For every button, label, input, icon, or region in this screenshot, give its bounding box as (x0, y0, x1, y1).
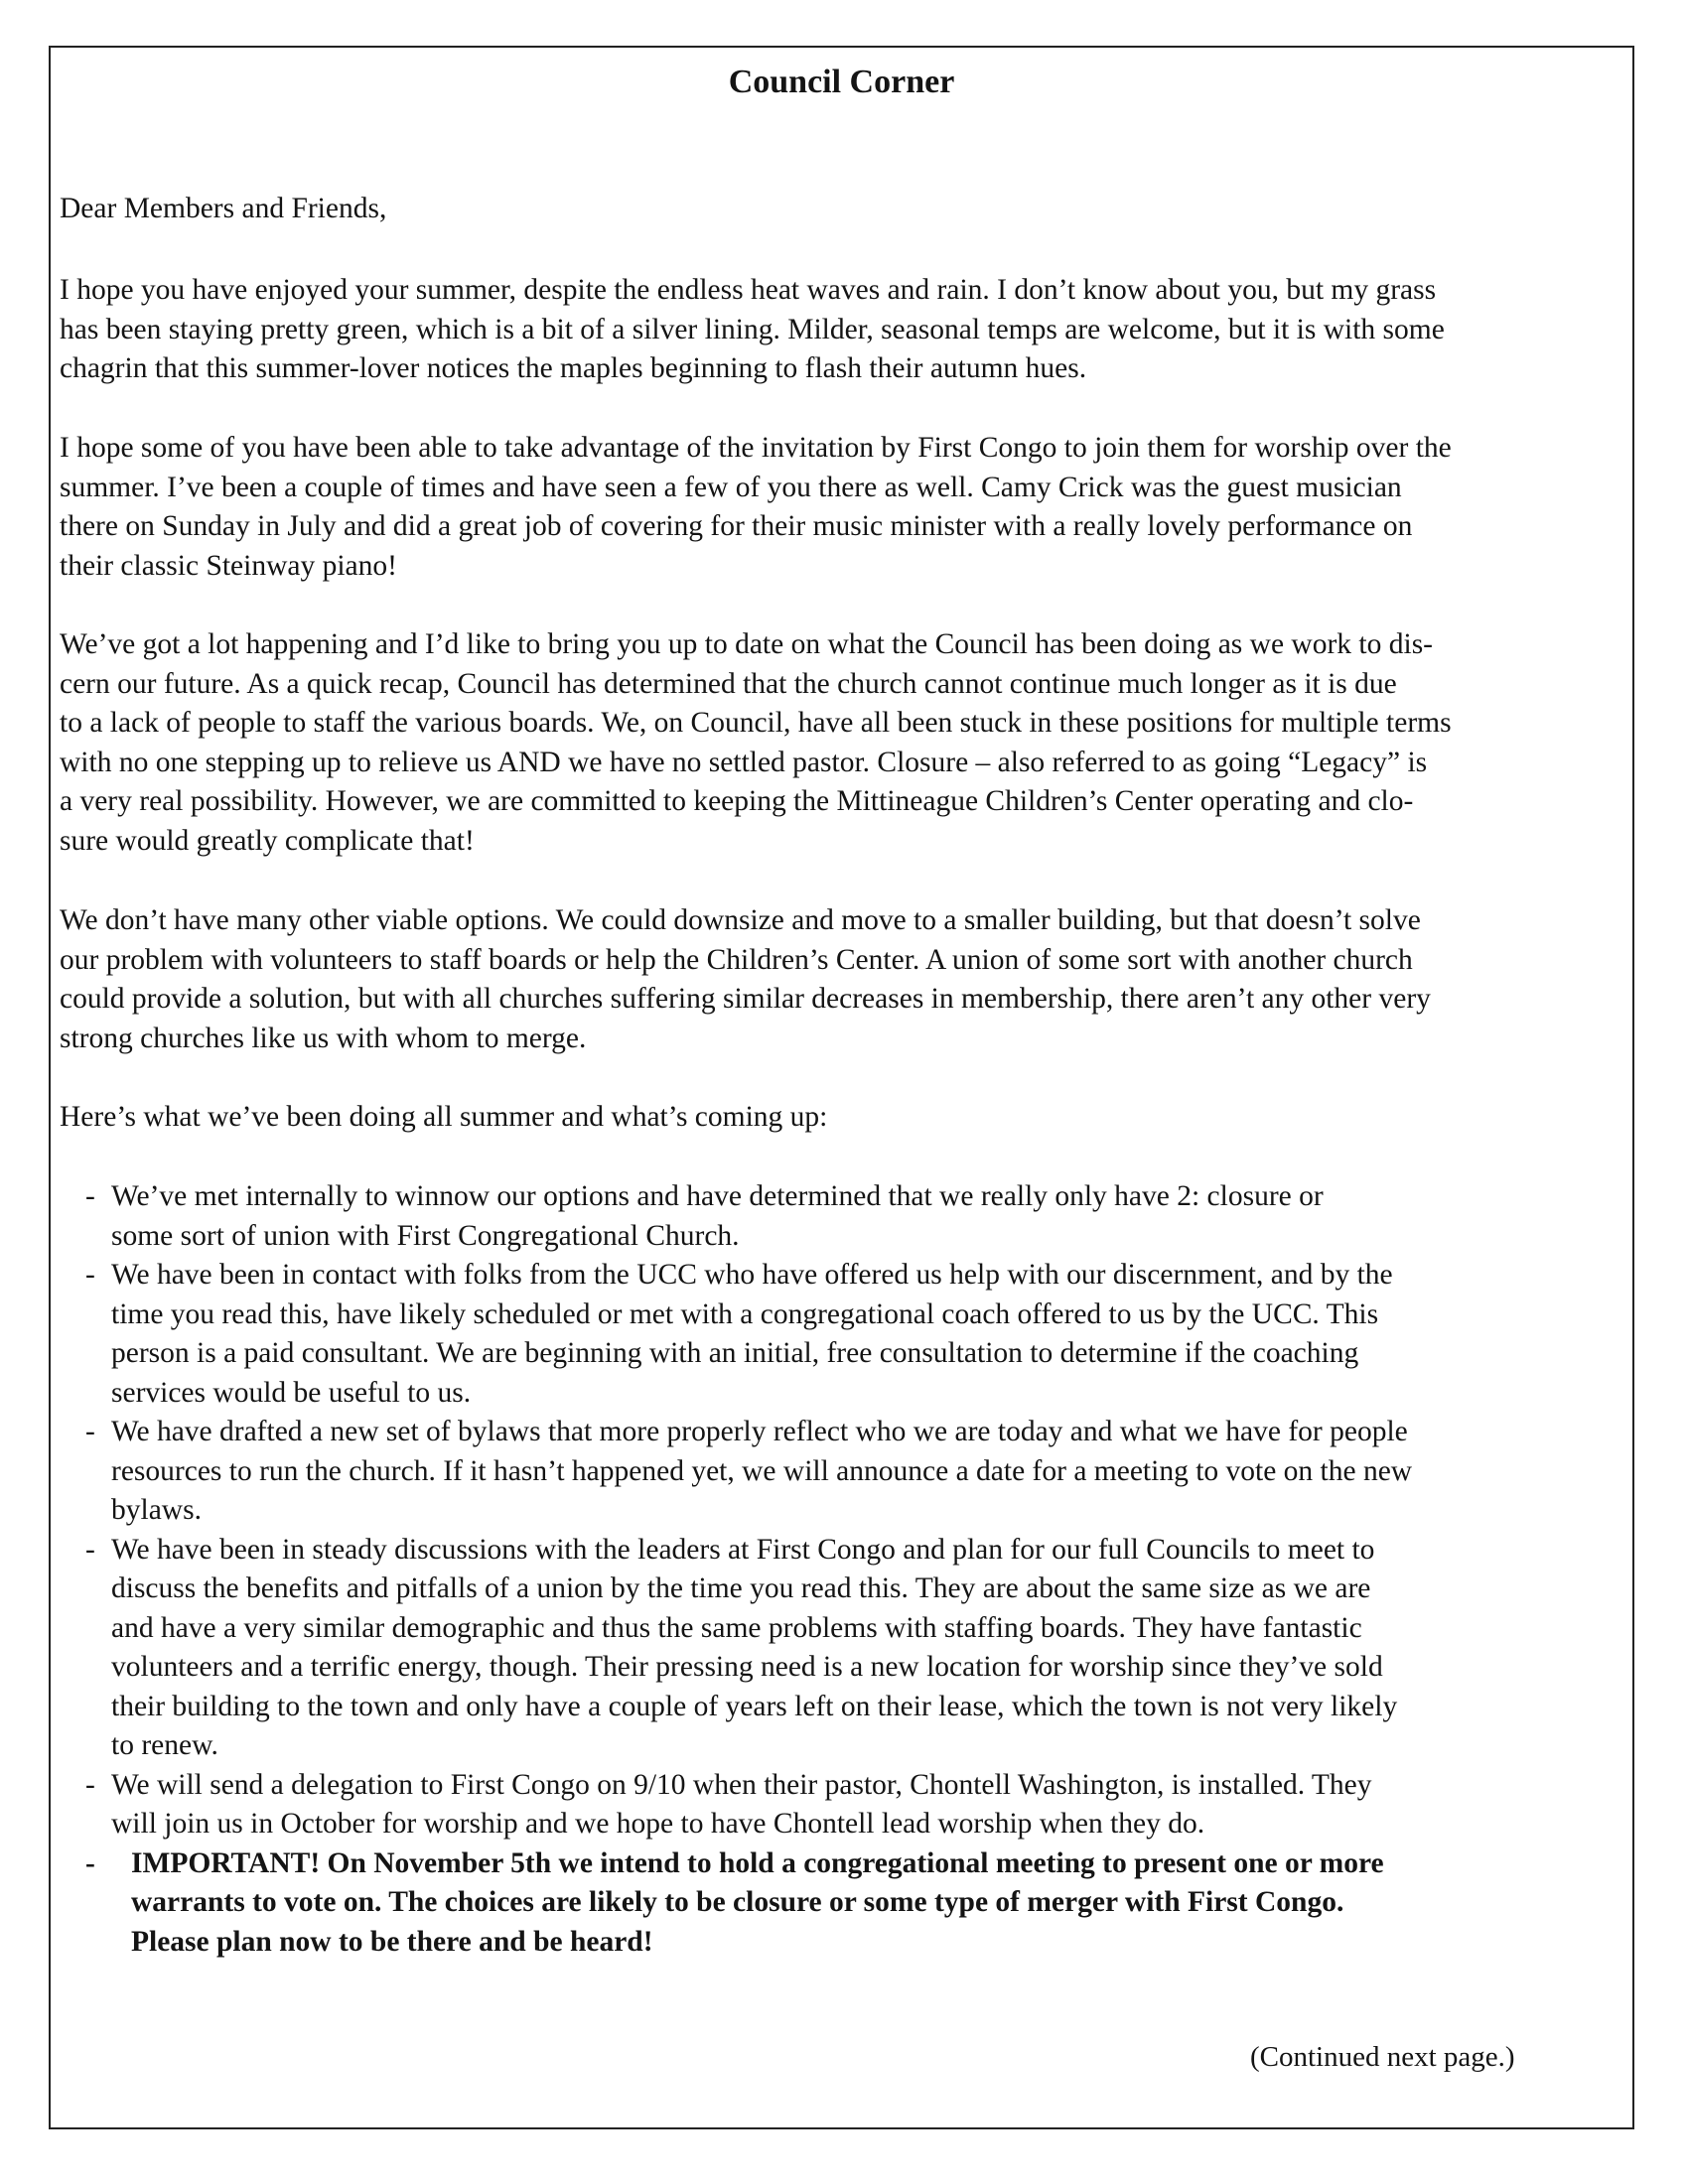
list-item (85, 1766, 1615, 1844)
bullet-dash: - (85, 1259, 95, 1291)
update-list (85, 1177, 1615, 1962)
paragraph-line: with no one stepping up to relieve us AND we have no settled pastor. Closure – also referred to as going “Legacy” is (60, 746, 1428, 778)
list-item (85, 1177, 1615, 1256)
continued-note: (Continued next page.) (1250, 2041, 1515, 2073)
list-item-line: We have been in steady discussions with the leaders at First Congo and plan for our full Councils to meet to (111, 1533, 1375, 1566)
important-line: IMPORTANT! On November 5th we intend to hold a congregational meeting to present one or more (131, 1846, 1384, 1879)
paragraph-line: a very real possibility. However, we are committed to keeping the Mittineague Children’s Center operating and clo- (60, 785, 1414, 817)
bullet-dash: - (85, 1180, 95, 1212)
article-frame (49, 46, 1634, 2129)
paragraph-line: chagrin that this summer-lover notices the maples beginning to flash their autumn hues. (60, 352, 1087, 384)
paragraph-line: strong churches like us with whom to merge. (60, 1022, 587, 1054)
paragraph-line: We don’t have many other viable options. We could downsize and move to a smaller building, but that doesn’t solve (60, 904, 1421, 936)
important-line: warrants to vote on. The choices are likely to be closure or some type of merger with First Congo. (131, 1886, 1344, 1918)
list-item-line: will join us in October for worship and we hope to have Chontell lead worship when they do. (111, 1808, 1205, 1840)
bullet-dash: - (85, 1846, 95, 1879)
list-item (85, 1413, 1615, 1531)
paragraph-line: there on Sunday in July and did a great job of covering for their music minister with a really lovely performance on (60, 510, 1413, 542)
paragraph-line: I hope some of you have been able to take advantage of the invitation by First Congo to join them for worship over the (60, 432, 1452, 464)
bullet-dash: - (85, 1533, 95, 1566)
paragraph-line: cern our future. As a quick recap, Council has determined that the church cannot continue much longer as it is due (60, 667, 1397, 700)
bullet-dash: - (85, 1768, 95, 1801)
list-item-line: their building to the town and only have a couple of years left on their lease, which the town is not very likely (111, 1690, 1398, 1722)
paragraph-line: has been staying pretty green, which is a bit of a silver lining. Milder, seasonal temps are welcome, but it is with some (60, 313, 1445, 345)
paragraph-line: could provide a solution, but with all churches suffering similar decreases in membership, there aren’t any other very (60, 983, 1431, 1015)
list-item-line: time you read this, have likely scheduled or met with a congregational coach offered to us by the UCC. This (111, 1297, 1379, 1330)
paragraph-line: summer. I’ve been a couple of times and have seen a few of you there as well. Camy Crick was the guest musician (60, 471, 1402, 503)
list-intro: Here’s what we’ve been doing all summer and what’s coming up: (60, 1101, 828, 1133)
article-title: Council Corner (728, 64, 955, 100)
paragraph-line: I hope you have enjoyed your summer, despite the endless heat waves and rain. I don’t know about you, but my grass (60, 274, 1437, 306)
salutation: Dear Members and Friends, (60, 193, 387, 224)
list-item-line: person is a paid consultant. We are beginning with an initial, free consultation to determine if the coaching (111, 1337, 1359, 1369)
list-item-line: We have been in contact with folks from the UCC who have offered us help with our discernment, and by the (111, 1259, 1393, 1291)
list-item-line: some sort of union with First Congregational Church. (111, 1219, 740, 1252)
list-item-line: services would be useful to us. (111, 1376, 472, 1409)
paragraph-2 (60, 429, 1452, 586)
bullet-dash: - (85, 1416, 95, 1447)
important-list-item (85, 1844, 1615, 1963)
list-item-line: to renew. (111, 1729, 218, 1761)
paragraph-line: our problem with volunteers to staff boards or help the Children’s Center. A union of some sort with another church (60, 943, 1413, 976)
list-item-line: We’ve met internally to winnow our options and have determined that we really only have 2: closure or (111, 1180, 1324, 1212)
paragraph-line: sure would greatly complicate that! (60, 824, 475, 857)
paragraph-4 (60, 901, 1431, 1058)
list-item-line: and have a very similar demographic and thus the same problems with staffing boards. They have fantastic (111, 1611, 1362, 1644)
paragraph-line: We’ve got a lot happening and I’d like to bring you up to date on what the Council has been doing as we work to dis- (60, 628, 1433, 660)
paragraph-1 (60, 271, 1445, 389)
paragraph-3 (60, 625, 1452, 861)
important-line: Please plan now to be there and be heard! (131, 1925, 653, 1958)
list-item-line: discuss the benefits and pitfalls of a union by the time you read this. They are about the same size as we are (111, 1572, 1371, 1604)
list-item-line: bylaws. (111, 1494, 202, 1526)
list-item-line: volunteers and a terrific energy, though. Their pressing need is a new location for worship since they’ve sold (111, 1651, 1383, 1683)
list-item-line: We will send a delegation to First Congo on 9/10 when their pastor, Chontell Washington, is installed. They (111, 1768, 1372, 1801)
list-item (85, 1531, 1615, 1766)
list-item (85, 1256, 1615, 1413)
list-item-line: resources to run the church. If it hasn’t happened yet, we will announce a date for a meeting to vote on the new (111, 1454, 1413, 1487)
paragraph-line: to a lack of people to staff the various boards. We, on Council, have all been stuck in these positions for multiple terms (60, 707, 1452, 739)
paragraph-line: their classic Steinway piano! (60, 549, 397, 582)
list-item-line: We have drafted a new set of bylaws that more properly reflect who we are today and what we have for people (111, 1416, 1408, 1447)
